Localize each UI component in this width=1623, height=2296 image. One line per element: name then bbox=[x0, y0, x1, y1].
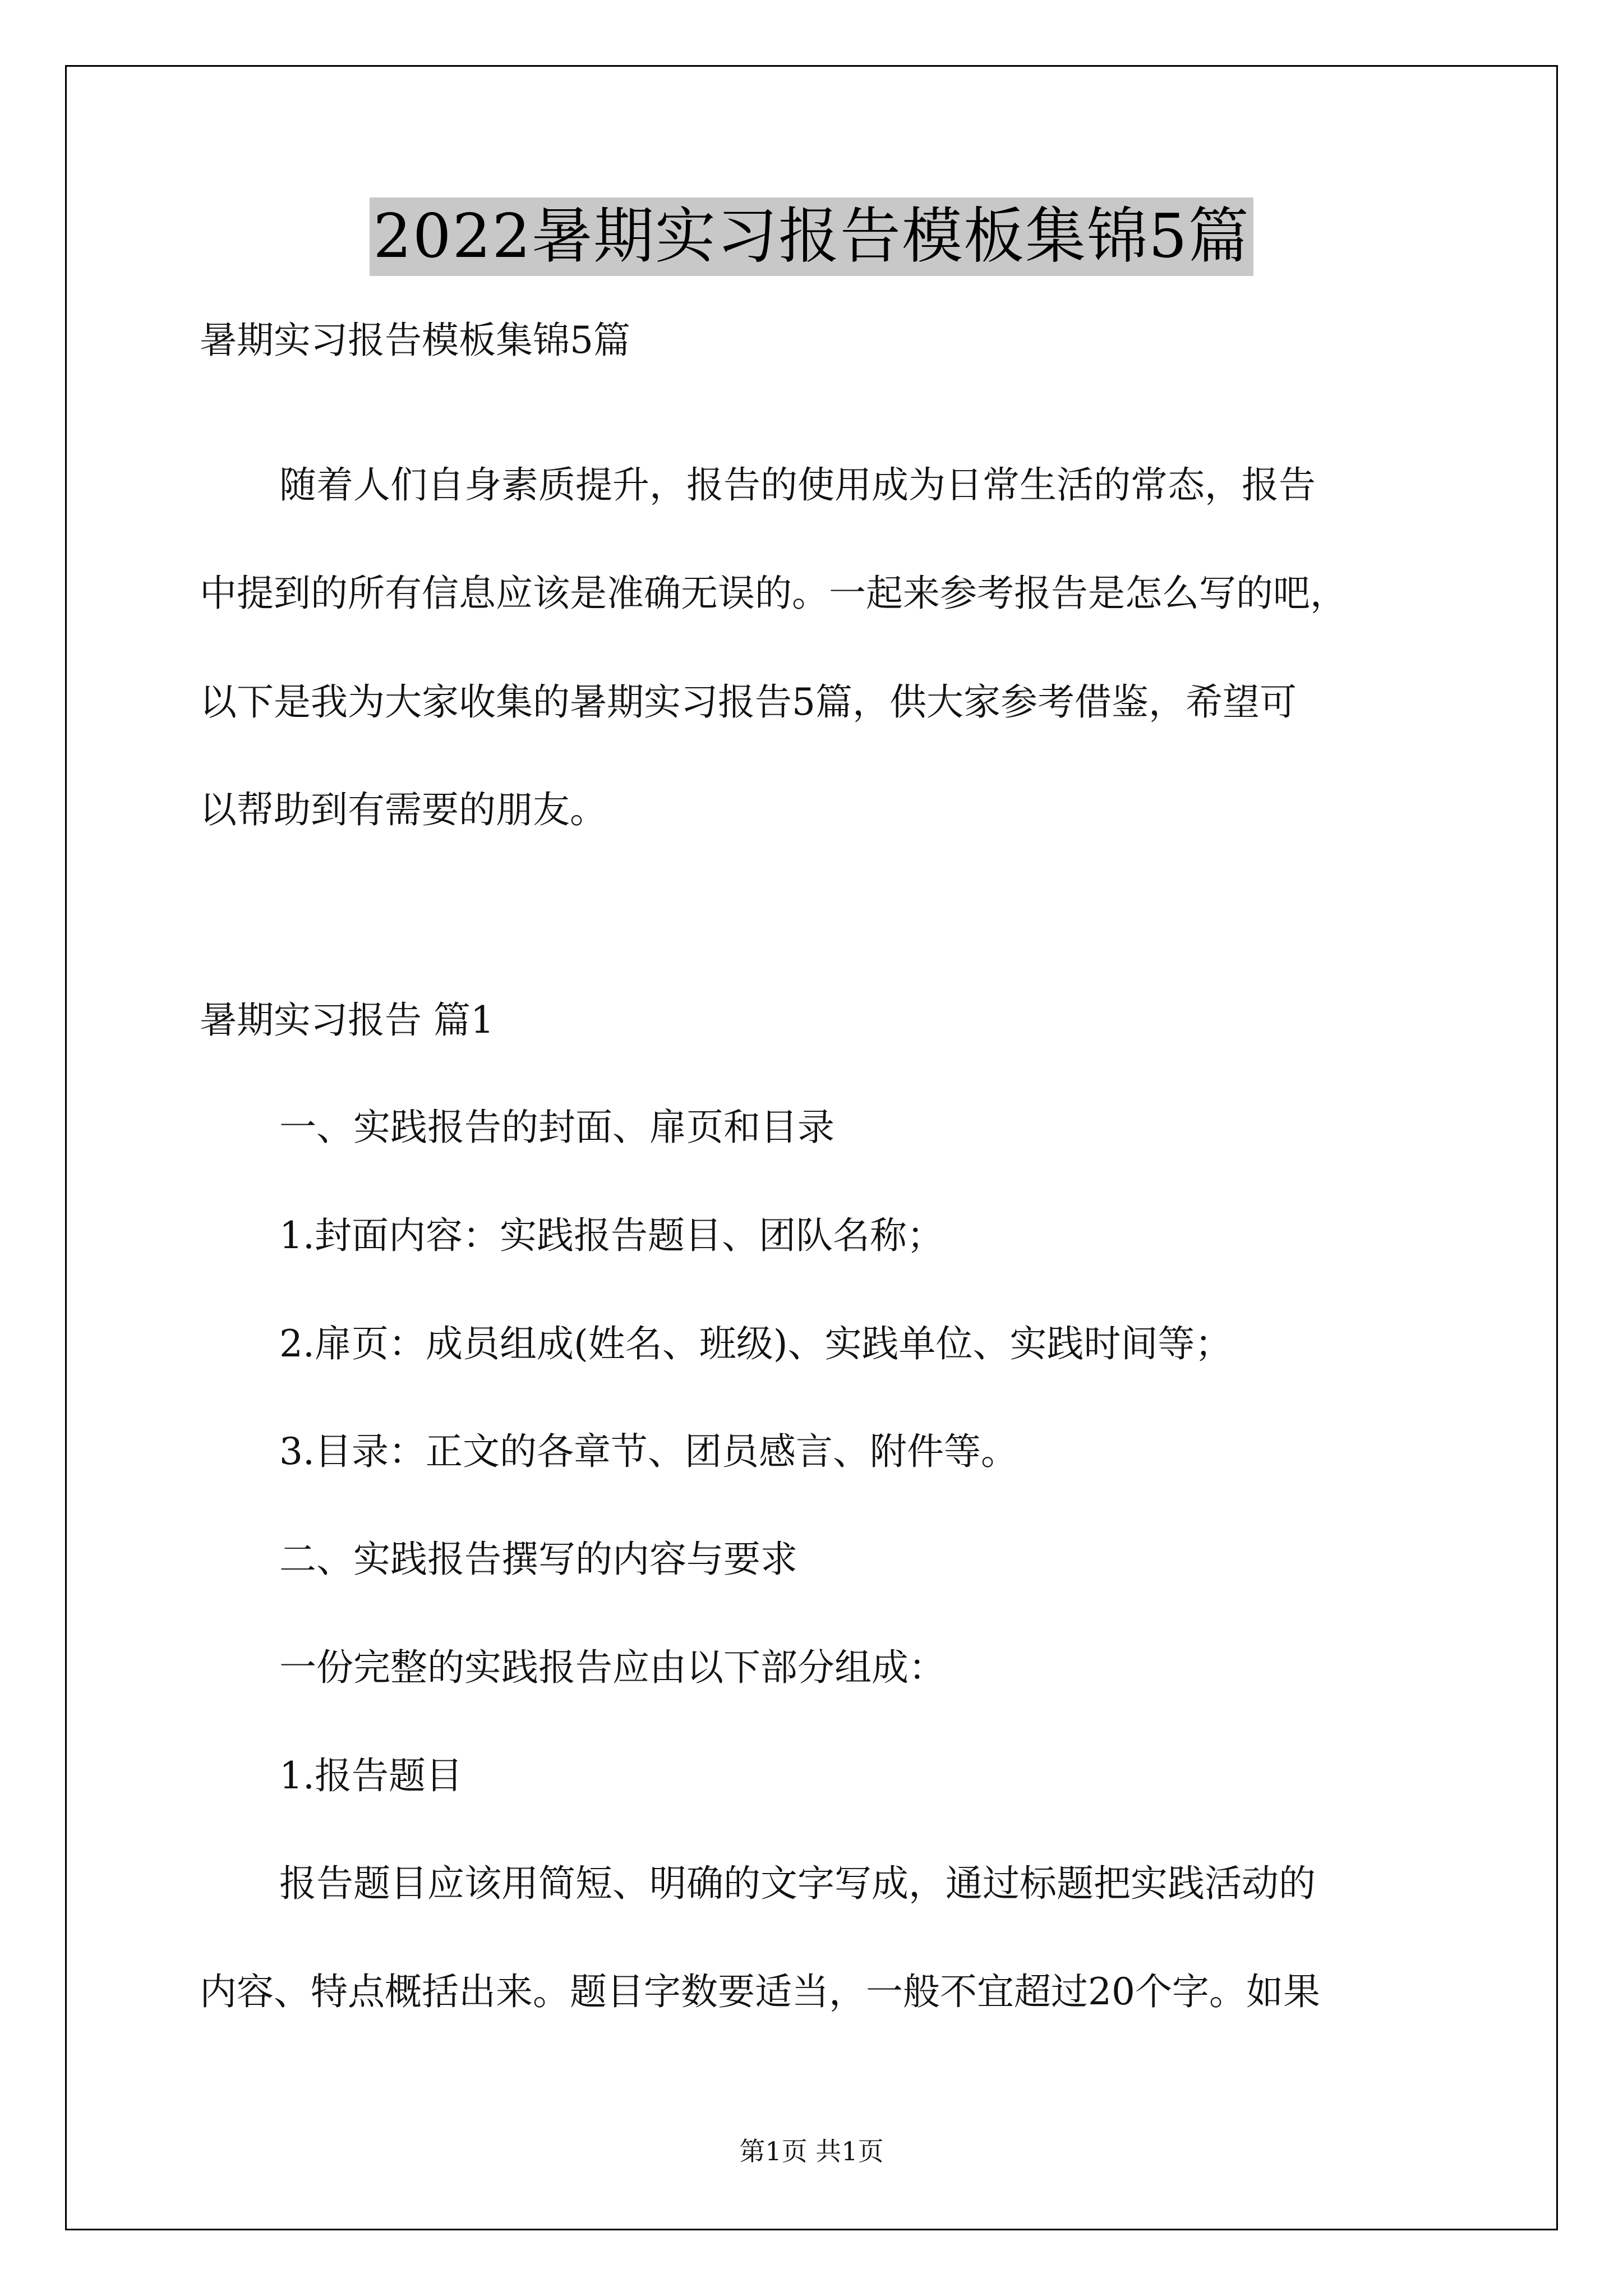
body-line-6: 一份完整的实践报告应由以下部分组成： bbox=[279, 1646, 946, 1689]
intro-line-4: 以帮助到有需要的朋友。 bbox=[200, 788, 607, 831]
intro-line-1: 随着人们自身素质提升，报告的使用成为日常生活的常态，报告 bbox=[279, 463, 1316, 507]
closing-line-2: 内容、特点概括出来。题目字数要适当，一般不宜超过20个字。如果 bbox=[200, 1970, 1320, 2013]
section-heading: 暑期实习报告 篇1 bbox=[200, 999, 494, 1042]
body-line-5: 二、实践报告撰写的内容与要求 bbox=[279, 1538, 797, 1581]
closing-line-1: 报告题目应该用简短、明确的文字写成，通过标题把实践活动的 bbox=[279, 1862, 1316, 1905]
body-line-1: 一、实践报告的封面、扉页和目录 bbox=[279, 1106, 834, 1149]
intro-line-2: 中提到的所有信息应该是准确无误的。一起来参考报告是怎么写的吧， bbox=[200, 572, 1347, 615]
document-subtitle: 暑期实习报告模板集锦5篇 bbox=[200, 319, 630, 362]
page-footer: 第1页 共1页 bbox=[739, 2136, 884, 2166]
body-line-4: 3.目录：正文的各章节、团员感言、附件等。 bbox=[279, 1430, 1018, 1473]
body-line-7: 1.报告题目 bbox=[279, 1754, 463, 1797]
intro-line-3: 以下是我为大家收集的暑期实习报告5篇，供大家参考借鉴，希望可 bbox=[200, 680, 1297, 724]
title-container bbox=[0, 197, 1623, 276]
document-title: 2022暑期实习报告模板集锦5篇 bbox=[370, 197, 1253, 276]
body-line-3: 2.扉页：成员组成(姓名、班级)、实践单位、实践时间等； bbox=[279, 1322, 1232, 1365]
body-line-2: 1.封面内容：实践报告题目、团队名称； bbox=[279, 1214, 944, 1257]
